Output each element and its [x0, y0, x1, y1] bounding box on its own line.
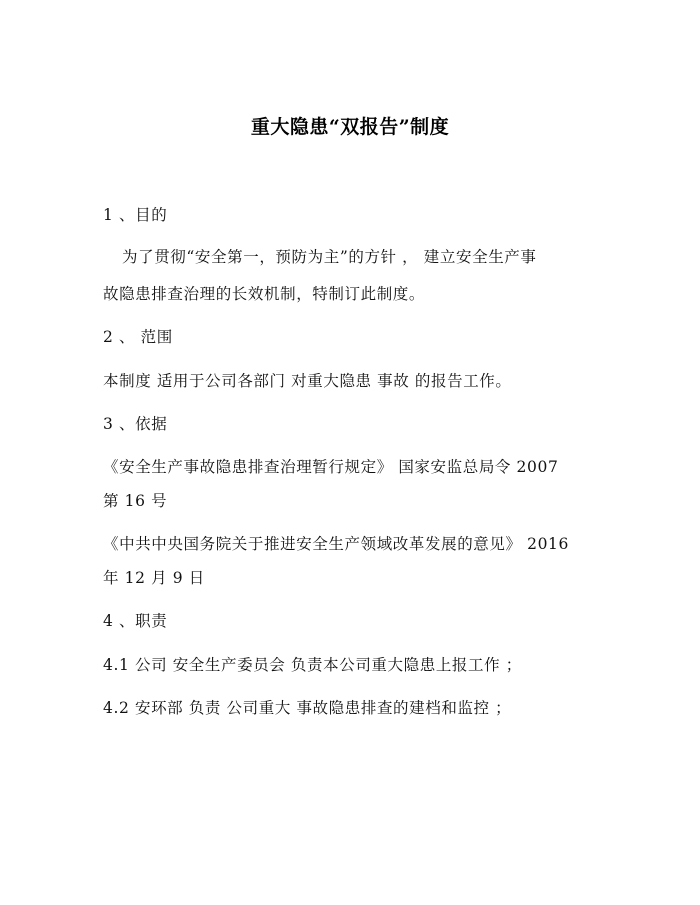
- section-purpose-line-1: 为了贯彻“安全第一，预防为主”的方针 ， 建立安全生产事: [122, 248, 537, 266]
- document-title: 重大隐患“双报告”制度: [250, 116, 450, 138]
- section-basis-line-2: 第 16 号: [103, 492, 168, 510]
- section-scope-line-1: 本制度 适用于公司各部门 对重大隐患 事故 的报告工作。: [103, 372, 512, 390]
- section-heading-basis: 3 、依据: [103, 415, 168, 433]
- section-basis-line-3: 《中共中央国务院关于推进安全生产领域改革发展的意见》 2016: [103, 535, 569, 553]
- section-duties-line-1: 4.1 公司 安全生产委员会 负责本公司重大隐患上报工作 ；: [103, 656, 522, 674]
- section-heading-scope: 2 、 范围: [103, 328, 173, 346]
- section-duties-line-2: 4.2 安环部 负责 公司重大 事故隐患排查的建档和监控 ；: [103, 699, 512, 717]
- section-basis-line-4: 年 12 月 9 日: [103, 569, 205, 587]
- section-heading-duties: 4 、职责: [103, 612, 168, 630]
- section-purpose-line-2: 故隐患排查治理的长效机制，特制订此制度。: [103, 285, 426, 303]
- section-basis-line-1: 《安全生产事故隐患排查治理暂行规定》 国家安监总局令 2007: [103, 458, 559, 476]
- section-heading-purpose: 1 、目的: [103, 206, 168, 224]
